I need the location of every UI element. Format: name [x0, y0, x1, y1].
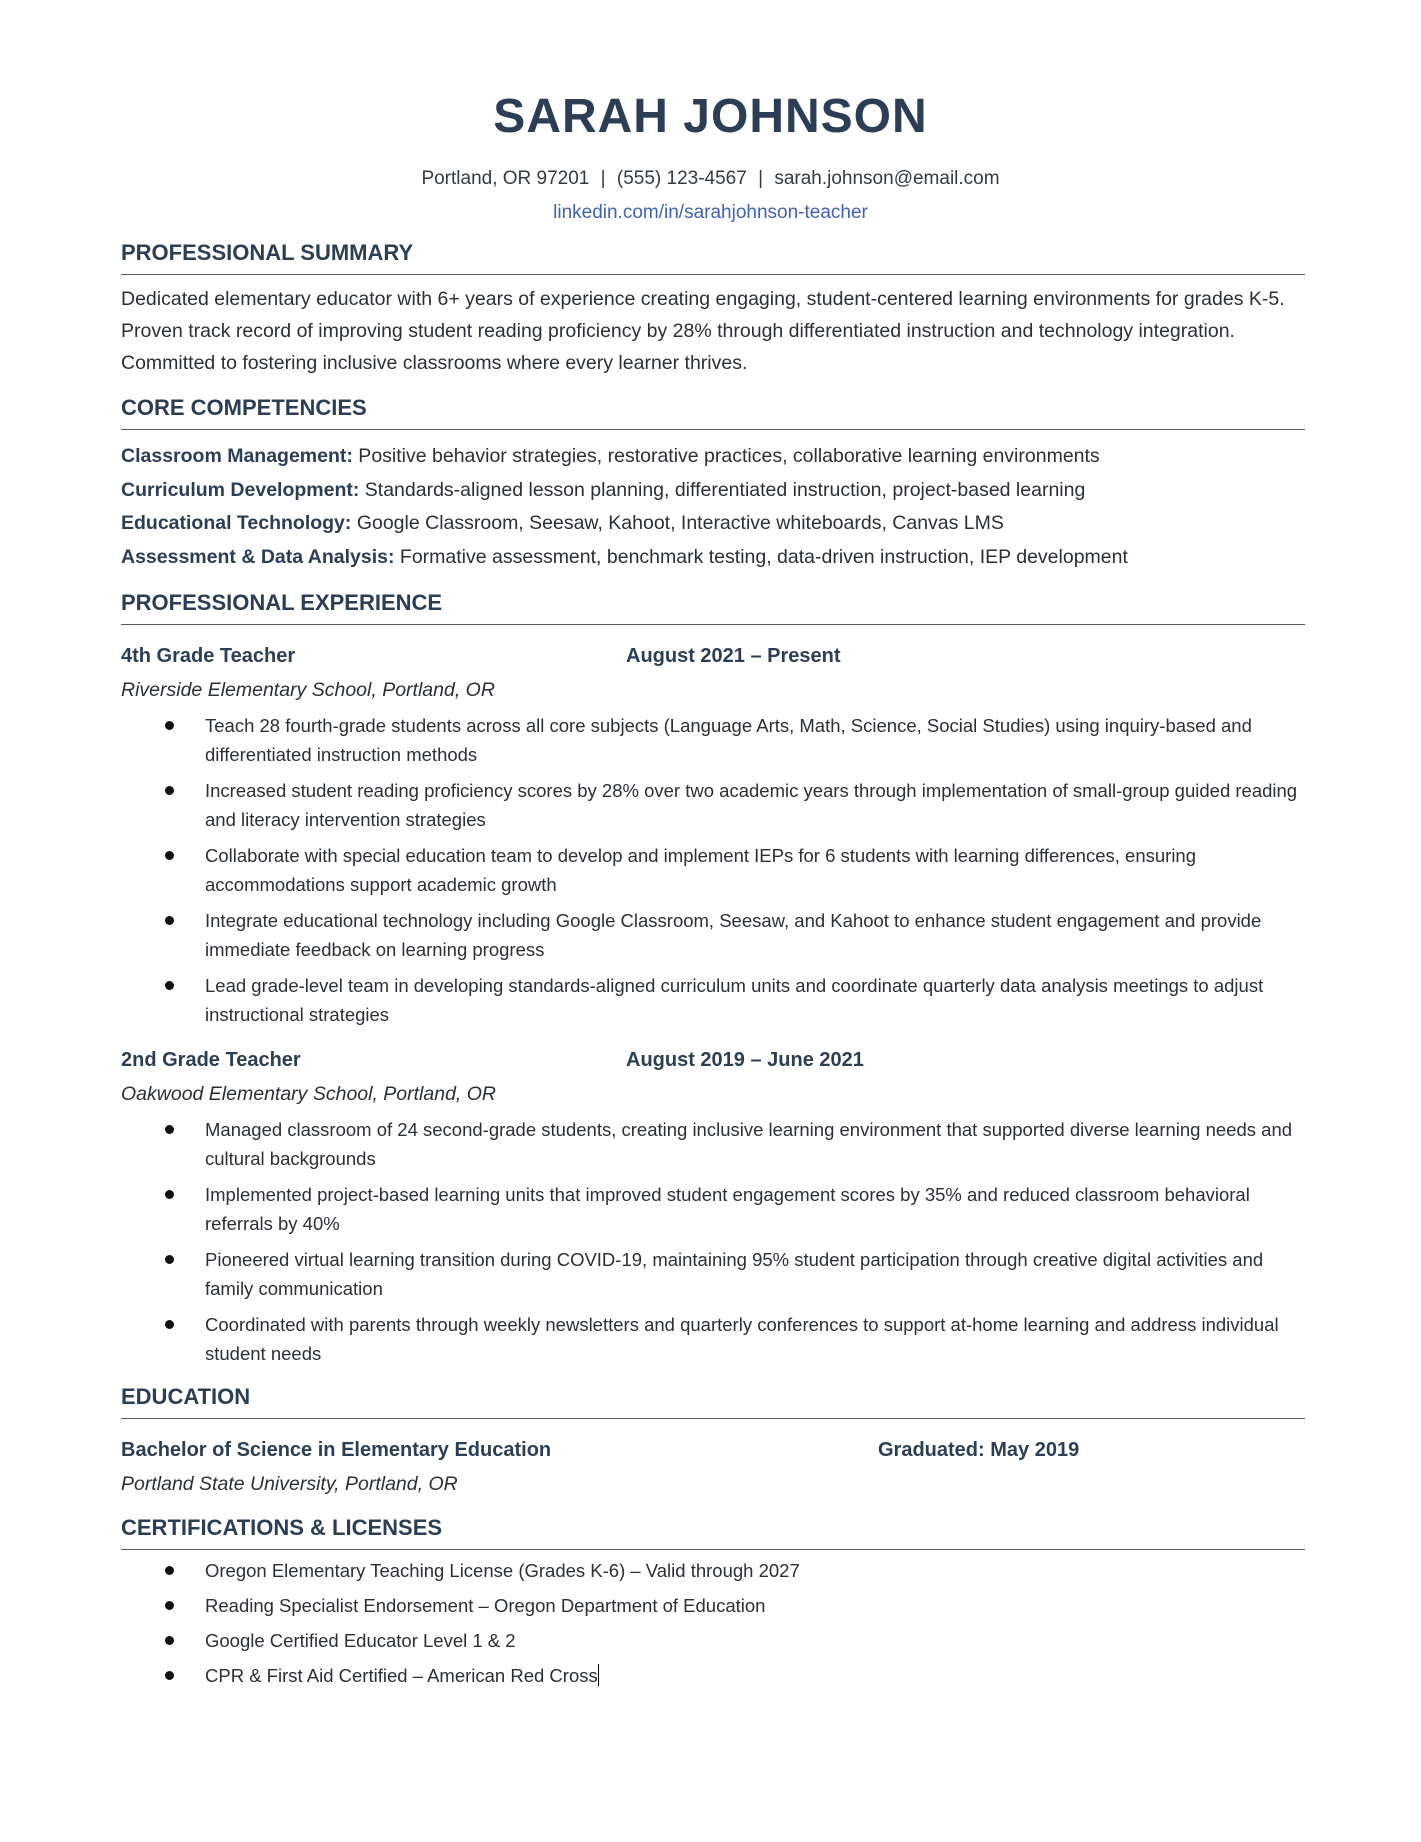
- bullet-text: Lead grade-level team in developing standards-aligned curriculum units and coordinate quarterly data analysis meetings to adjust instructional strategies: [205, 975, 1264, 1025]
- section-title: CORE COMPETENCIES: [121, 393, 1305, 430]
- certification-text: Google Certified Educator Level 1 & 2: [205, 1630, 516, 1651]
- text-cursor: [598, 1664, 599, 1686]
- education-section: [121, 1382, 1305, 1499]
- education-header: [121, 1435, 1305, 1465]
- resume-body: [121, 238, 1305, 1696]
- bullet-text: Pioneered virtual learning transition during COVID-19, maintaining 95% student participation through creative digital activities and family communication: [205, 1249, 1264, 1299]
- list-item: [121, 474, 1305, 508]
- summary-text: Dedicated elementary educator with 6+ years of experience creating engaging, student-centered learning environments for grades K-5. Proven track record of improving student reading proficiency by 28% through differentiated instruction and technology integration. Committed to fostering inclusive classrooms where every learner thrives.: [121, 288, 1285, 374]
- bullet-icon: [165, 1125, 174, 1134]
- school: Portland State University, Portland, OR: [121, 1473, 458, 1495]
- bullet-icon: [165, 1671, 174, 1680]
- section-title: PROFESSIONAL SUMMARY: [121, 238, 1305, 275]
- bullet-text: Collaborate with special education team to develop and implement IEPs for 6 students with learning differences, ensuring accommodations support academic growth: [205, 845, 1197, 895]
- candidate-name: SARAH JOHNSON: [493, 90, 928, 143]
- competency-label: Classroom Management:: [121, 445, 353, 467]
- competency-text: Standards-aligned lesson planning, differentiated instruction, project-based learning: [359, 478, 1086, 501]
- job-entry: [121, 641, 1305, 1029]
- bullet-icon: [165, 1190, 174, 1199]
- bullet-icon: [165, 786, 174, 795]
- email: sarah.johnson@email.com: [774, 168, 1000, 189]
- bullet-icon: [165, 1320, 174, 1329]
- bullet-text: Increased student reading proficiency scores by 28% over two academic years through implementation of small-group guided reading and literacy intervention strategies: [205, 780, 1298, 830]
- bullet-icon: [165, 1255, 174, 1264]
- list-item: [121, 906, 1305, 964]
- bullet-text: Coordinated with parents through weekly newsletters and quarterly conferences to support at-home learning and address individual student needs: [205, 1314, 1279, 1364]
- bullet-text: Teach 28 fourth-grade students across all core subjects (Language Arts, Math, Science, Social Studies) using inquiry-based and differentiated instruction methods: [205, 715, 1252, 765]
- certifications-section: [121, 1513, 1305, 1690]
- bullet-icon: [165, 1636, 174, 1645]
- bullet-icon: [165, 1601, 174, 1610]
- competency-text: Google Classroom, Seesaw, Kahoot, Interactive whiteboards, Canvas LMS: [351, 512, 1004, 534]
- job-header: [121, 1045, 1305, 1075]
- bullet-text: Integrate educational technology including Google Classroom, Seesaw, and Kahoot to enhance student engagement and provide immediate feedback on learning progress: [205, 910, 1262, 960]
- section-title: PROFESSIONAL EXPERIENCE: [121, 588, 1305, 625]
- bullet-icon: [165, 1566, 174, 1575]
- contact-line: [0, 166, 1421, 192]
- certification-list: [121, 1556, 1305, 1690]
- job-dates: August 2019 – June 2021: [626, 1049, 864, 1071]
- location: Portland, OR 97201: [421, 168, 590, 189]
- bullet-text: Managed classroom of 24 second-grade students, creating inclusive learning environment that supported diverse learning needs and cultural backgrounds: [205, 1119, 1293, 1169]
- job-bullets: [121, 711, 1305, 1029]
- phone: (555) 123-4567: [616, 168, 747, 189]
- job-title: 4th Grade Teacher: [121, 645, 296, 667]
- job-header: [121, 641, 1305, 671]
- list-item: [121, 971, 1305, 1029]
- bullet-icon: [165, 916, 174, 925]
- competencies-section: [121, 393, 1305, 574]
- list-item: [121, 440, 1305, 474]
- contact-separator: |: [600, 168, 606, 189]
- competency-label: Educational Technology:: [121, 512, 352, 534]
- competency-label: Curriculum Development:: [121, 478, 360, 501]
- job-dates: August 2021 – Present: [626, 645, 841, 667]
- summary-section: [121, 238, 1305, 379]
- list-item: [121, 1556, 1305, 1585]
- competency-text: Formative assessment, benchmark testing, data-driven instruction, IEP development: [394, 545, 1128, 568]
- competency-label: Assessment & Data Analysis:: [121, 545, 395, 568]
- job-entry: [121, 1045, 1305, 1368]
- experience-section: [121, 588, 1305, 1368]
- certification-text: CPR & First Aid Certified – American Red Cross: [205, 1665, 598, 1686]
- job-organization: Oakwood Elementary School, Portland, OR: [121, 1083, 497, 1105]
- list-item: [121, 776, 1305, 834]
- certification-text: Oregon Elementary Teaching License (Grades K-6) – Valid through 2027: [205, 1560, 800, 1581]
- resume-header: [0, 0, 1421, 226]
- list-item: [121, 1591, 1305, 1620]
- linkedin-link[interactable]: linkedin.com/in/sarahjohnson-teacher: [553, 202, 868, 223]
- bullet-icon: [165, 981, 174, 990]
- certification-text: Reading Specialist Endorsement – Oregon Department of Education: [205, 1595, 766, 1616]
- section-title: CERTIFICATIONS & LICENSES: [121, 1513, 1305, 1550]
- list-item: [121, 841, 1305, 899]
- job-title: 2nd Grade Teacher: [121, 1049, 301, 1071]
- job-bullets: [121, 1115, 1305, 1368]
- list-item: [121, 1626, 1305, 1655]
- job-organization: Riverside Elementary School, Portland, OR: [121, 679, 495, 701]
- list-item: [121, 1180, 1305, 1238]
- competency-text: Positive behavior strategies, restorative practices, collaborative learning environments: [352, 445, 1100, 467]
- list-item: [121, 1245, 1305, 1303]
- bullet-icon: [165, 721, 174, 730]
- competency-list: [121, 440, 1305, 574]
- list-item: [121, 1115, 1305, 1173]
- contact-separator: |: [758, 168, 764, 189]
- degree: Bachelor of Science in Elementary Education: [121, 1439, 552, 1461]
- bullet-text: Implemented project-based learning units that improved student engagement scores by 35% and reduced classroom behavioral referrals by 40%: [205, 1184, 1250, 1234]
- list-item: [121, 541, 1305, 575]
- section-title: EDUCATION: [121, 1382, 1305, 1419]
- list-item[interactable]: [121, 1661, 1305, 1690]
- list-item: [121, 711, 1305, 769]
- bullet-icon: [165, 851, 174, 860]
- list-item: [121, 507, 1305, 541]
- list-item: [121, 1310, 1305, 1368]
- graduation-date: Graduated: May 2019: [878, 1439, 1080, 1461]
